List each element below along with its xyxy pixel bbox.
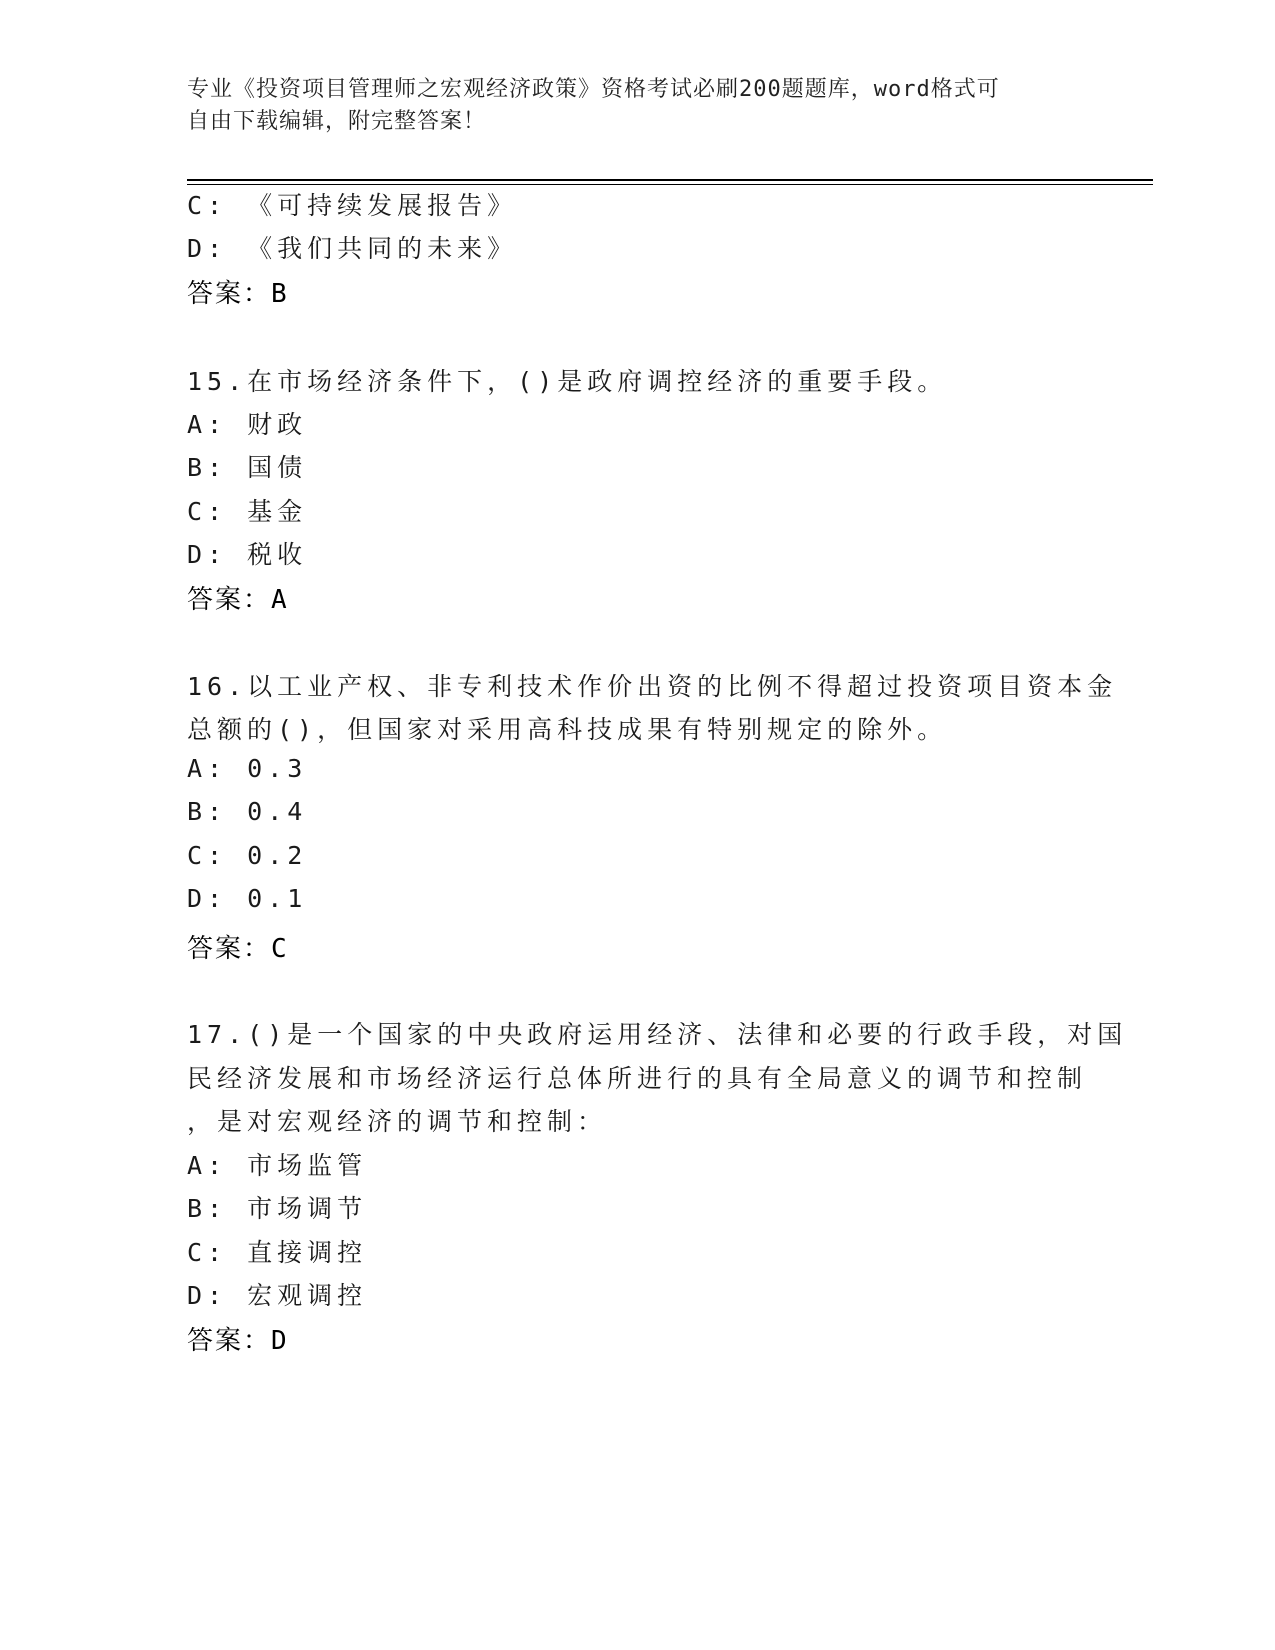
q17-stem-line-1: 17.()是一个国家的中央政府运用经济、法律和必要的行政手段，对国 <box>187 1020 1128 1049</box>
q17-option-a: A: 市场监管 <box>187 1151 368 1180</box>
q15-answer: 答案：A <box>187 585 289 615</box>
header-line-2: 自由下载编辑，附完整答案！ <box>187 109 487 134</box>
q15-option-c: C: 基金 <box>187 497 308 526</box>
header-line-1: 专业《投资项目管理师之宏观经济政策》资格考试必刷200题题库，word格式可 <box>187 77 1000 102</box>
q16-option-c: C: 0.2 <box>187 841 308 870</box>
q14-answer: 答案：B <box>187 279 289 309</box>
document-header <box>187 74 1087 138</box>
q17-stem-line-2: 民经济发展和市场经济运行总体所进行的具有全局意义的调节和控制 <box>187 1064 1088 1093</box>
q15-option-a: A: 财政 <box>187 410 308 439</box>
q15-option-b: B: 国债 <box>187 453 308 482</box>
header-divider-thin <box>187 184 1153 185</box>
q17-answer: 答案：D <box>187 1326 289 1356</box>
q15-option-d: D: 税收 <box>187 540 308 569</box>
q15-stem-line-1: 15.在市场经济条件下，()是政府调控经济的重要手段。 <box>187 367 948 396</box>
q17-option-c: C: 直接调控 <box>187 1238 368 1267</box>
q17-option-d: D: 宏观调控 <box>187 1281 368 1310</box>
q14-option-c: C: 《可持续发展报告》 <box>187 191 518 220</box>
header-divider-thick <box>187 179 1153 181</box>
q16-stem-line-1: 16.以工业产权、非专利技术作价出资的比例不得超过投资项目资本金 <box>187 672 1118 701</box>
q16-stem-line-2: 总额的()，但国家对采用高科技成果有特别规定的除外。 <box>187 715 948 744</box>
q16-option-a: A: 0.3 <box>187 754 308 783</box>
q16-option-d: D: 0.1 <box>187 884 308 913</box>
q17-stem-line-3: ，是对宏观经济的调节和控制： <box>187 1107 608 1136</box>
q14-option-d: D: 《我们共同的未来》 <box>187 234 518 263</box>
q16-answer: 答案：C <box>187 934 289 964</box>
q16-option-b: B: 0.4 <box>187 797 308 826</box>
q17-option-b: B: 市场调节 <box>187 1194 368 1223</box>
